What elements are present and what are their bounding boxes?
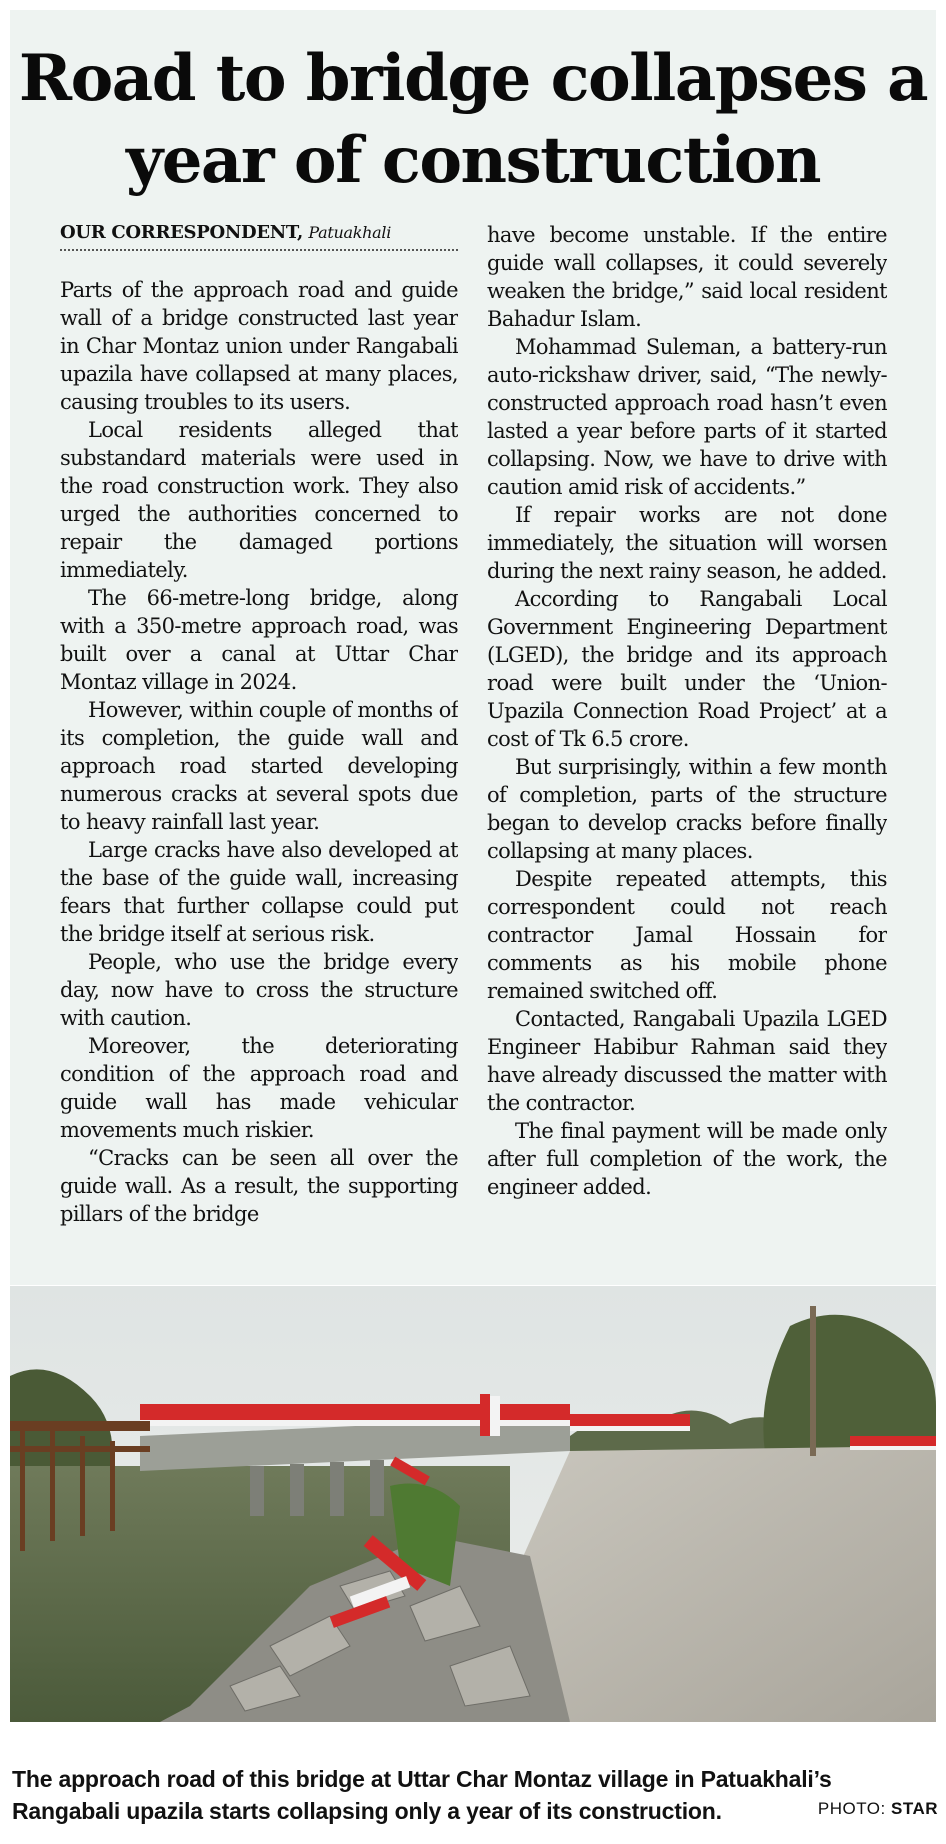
photo-utility-pole — [810, 1306, 816, 1456]
article-paragraph: But surprisingly, within a few month of completion, parts of the structure began to develop cracks before finally collapsing at many places. — [487, 755, 887, 863]
byline — [60, 222, 458, 251]
article-paragraph-continued: have become unstable. If the entire guide wall collapses, it could severely weaken the bridge,” said local resident Bahadur Islam. — [487, 223, 887, 331]
article-paragraph: According to Rangabali Local Government Engineering Department (LGED), the bridge and its approach road were built under the ‘Union-Upazila Connection Road Project’ at a cost of Tk 6.5 crore. — [487, 587, 887, 751]
article-paragraph: Mohammad Suleman, a battery-run auto-rickshaw driver, said, “The newly-constructed approach road hasn’t even lasted a year before parts of it started collapsing. Now, we have to drive with caution amid risk of accidents.” — [487, 335, 887, 499]
headline: Road to bridge collapses a year of construction — [18, 41, 928, 198]
article-paragraph: If repair works are not done immediately, the situation will worsen during the next rainy season, he added. — [487, 503, 887, 583]
news-photo — [10, 1286, 936, 1722]
article-paragraph: Despite repeated attempts, this correspondent could not reach contractor Jamal Hossain for comments as his mobile phone remained switched off. — [487, 867, 887, 1003]
photo-caption: The approach road of this bridge at Uttar Char Montaz village in Patuakhali’s Rangabali upazila starts collapsing only a year of its construction. — [12, 1766, 832, 1824]
article-paragraph: The 66-metre-long bridge, along with a 350-metre approach road, was built over a canal at Uttar Char Montaz village in 2024. — [60, 586, 458, 694]
byline-location: Patuakhali — [308, 223, 392, 242]
article-column-left — [60, 276, 458, 1284]
photo-approach-road — [510, 1446, 936, 1722]
article-column-right — [487, 221, 887, 1281]
article-paragraph: The final payment will be made only after full completion of the work, the engineer added. — [487, 1119, 887, 1199]
article-paragraph: However, within couple of months of its completion, the guide wall and approach road started developing numerous cracks at several spots due to heavy rainfall last year. — [60, 698, 458, 834]
byline-author: OUR CORRESPONDENT, — [60, 222, 303, 243]
article-paragraph: “Cracks can be seen all over the guide wall. As a result, the supporting pillars of the bridge — [60, 1146, 458, 1226]
article-paragraph: Local residents alleged that substandard materials were used in the road construction work. They also urged the authorities concerned to repair the damaged portions immediately. — [60, 418, 458, 582]
article-paragraph: People, who use the bridge every day, now have to cross the structure with caution. — [60, 950, 458, 1030]
article-paragraph: Contacted, Rangabali Upazila LGED Engineer Habibur Rahman said they have already discussed the matter with the contractor. — [487, 1007, 887, 1115]
photo-roadside-railing — [850, 1436, 936, 1450]
article-paragraph: Parts of the approach road and guide wall of a bridge constructed last year in Char Montaz union under Rangabali upazila have collapsed at many places, causing troubles to its users. — [60, 278, 458, 414]
photo-credit — [818, 1799, 938, 1819]
article-paragraph: Moreover, the deteriorating condition of the approach road and guide wall has made vehicular movements much riskier. — [60, 1034, 458, 1142]
photo-credit-source: STAR — [890, 1799, 938, 1818]
photo-credit-label: PHOTO: — [817, 1799, 886, 1818]
article-paragraph: Large cracks have also developed at the base of the guide wall, increasing fears that further collapse could put the bridge itself at serious risk. — [60, 838, 458, 946]
